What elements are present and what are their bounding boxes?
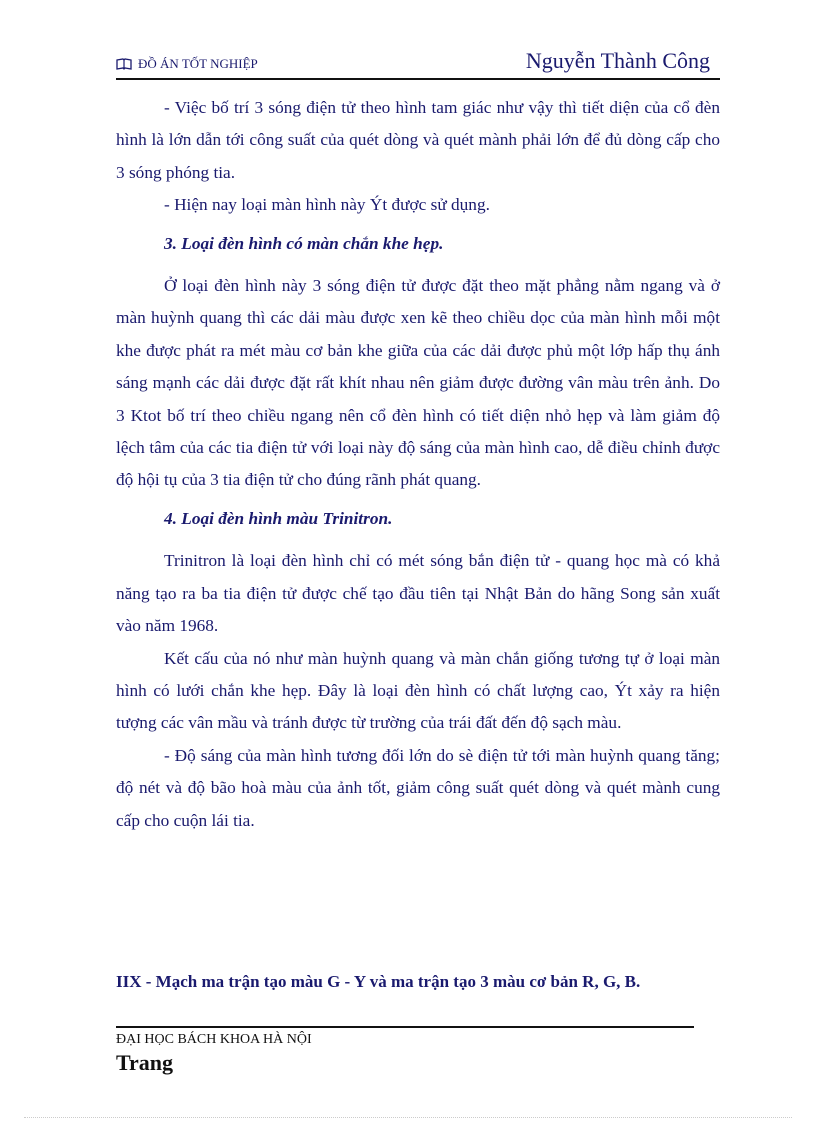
footer-page-label: Trang xyxy=(116,1050,174,1075)
header-author: Nguyễn Thành Công xyxy=(525,48,710,73)
book-icon xyxy=(116,58,132,70)
paragraph-3: Ở loại đèn hình này 3 sóng điện tử được đặt theo mặt phẳng nằm ngang và ở màn huỳnh quang thì các dải màu được xen kẽ theo chiều dọc của màn hình mỗi một khe được phát ra mét màu cơ bản khe giữa của các dải được phủ một lớp hấp thụ ánh sáng mạnh các dải được đặt rất khít nhau nên giảm được đường vân màu trên ảnh. Do 3 Ktot bố trí theo chiều ngang nên cổ đèn hình có tiết diện nhỏ hẹp và làm giảm độ lệch tâm của các tia điện tử với loại này độ sáng của màn hình cao, dễ điều chỉnh được độ hội tụ của 3 tia điện tử cho đúng rãnh phát quang. xyxy=(116,276,720,490)
heading-4: 4. Loại đèn hình màu Trinitron. xyxy=(164,508,393,528)
page-body xyxy=(116,92,720,837)
section-title: IIX - Mạch ma trận tạo màu G - Y và ma trận tạo 3 màu cơ bản R, G, B. xyxy=(116,972,641,991)
header-divider xyxy=(116,78,720,80)
paragraph-4: Trinitron là loại đèn hình chỉ có mét sóng bắn điện tử - quang học mà có khả năng tạo ra ba tia điện tử được chế tạo đầu tiên tại Nhật Bản do hãng Song sản xuất vào năm 1968. xyxy=(116,551,720,636)
paragraph-2: - Hiện nay loại màn hình này Ýt được sử dụng. xyxy=(164,195,490,215)
paragraph-5: Kết cấu của nó như màn huỳnh quang và màn chắn giống tương tự ở loại màn hình có lưới chắn khe hẹp. Đây là loại đèn hình có chất lượng cao, Ýt xảy ra hiện tượng các vân mầu và tránh được từ trường của trái đất đến độ sạch màu. xyxy=(116,648,720,733)
footer-university: ĐẠI HỌC BÁCH KHOA HÀ NỘI xyxy=(116,1032,312,1047)
paragraph-6: - Độ sáng của màn hình tương đối lớn do sè điện tử tới màn huỳnh quang tăng; độ nét và độ bão hoà màu của ảnh tốt, giảm công suất quét dòng và quét mành cung cấp cho cuộn lái tia. xyxy=(116,745,720,830)
header-left xyxy=(116,56,258,72)
heading-3: 3. Loại đèn hình có màn chắn khe hẹp. xyxy=(164,233,444,253)
header-document-title: ĐỒ ÁN TỐT NGHIỆP xyxy=(138,56,258,71)
page-bottom-dotted-line xyxy=(24,1117,792,1118)
paragraph-1: - Việc bố trí 3 sóng điện tử theo hình tam giác như vậy thì tiết diện của cổ đèn hình là lớn dẫn tới công suất của quét dòng và quét mành phải lớn để đủ dòng cấp cho 3 sóng phóng tia. xyxy=(116,98,720,182)
footer-divider xyxy=(116,1026,694,1028)
page-header xyxy=(116,44,720,80)
